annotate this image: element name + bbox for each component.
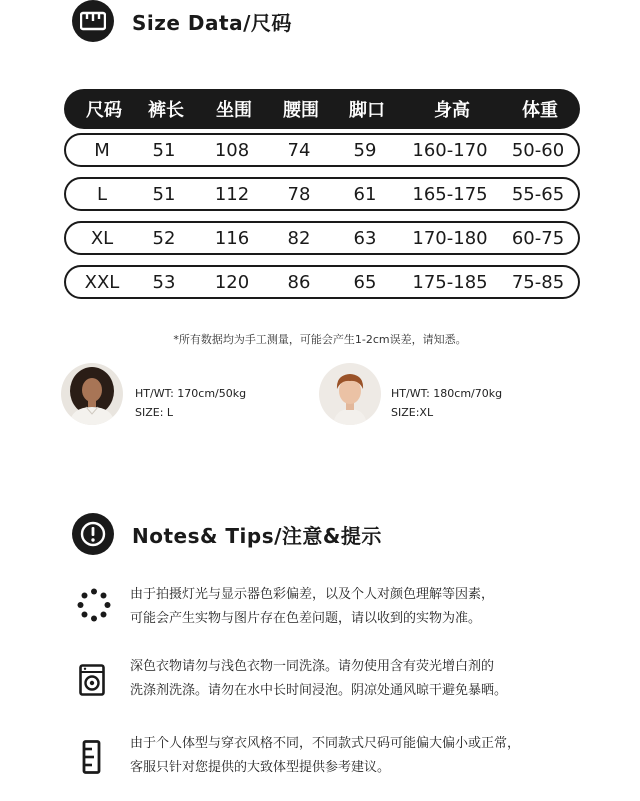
notes-tips-title: Notes& Tips/注意&提示 xyxy=(132,523,382,548)
row-waist: 74 xyxy=(287,139,311,161)
size-table-header xyxy=(64,89,580,129)
model-ht-wt: HT/WT: 170cm/50kg xyxy=(135,387,247,400)
tip-line: 由于拍摄灯光与显示器色彩偏差，以及个人对颜色理解等因素， xyxy=(130,587,495,602)
exclamation-icon xyxy=(72,513,114,555)
row-size: L xyxy=(96,183,108,205)
notes-tips-header xyxy=(72,513,382,555)
tip-washing-note xyxy=(130,655,507,703)
header-size: 尺码 xyxy=(86,100,122,121)
row-hip: 112 xyxy=(214,183,250,205)
row-height: 170-180 xyxy=(412,227,488,249)
tip-line: 由于个人体型与穿衣风格不同，不同款式尺码可能偏大偏小或正常， xyxy=(130,736,521,751)
measurement-footnote: *所有数据均为手工测量，可能会产生1-2cm误差，请知悉。 xyxy=(173,333,467,346)
model-photo-female xyxy=(61,363,123,425)
row-leg-opening: 59 xyxy=(353,139,377,161)
model-info-male xyxy=(391,384,502,422)
row-height: 165-175 xyxy=(412,183,488,205)
row-leg-opening: 63 xyxy=(353,227,377,249)
header-pants-length: 裤长 xyxy=(148,100,184,121)
row-size: XL xyxy=(90,227,114,249)
tip-size-note xyxy=(130,732,520,780)
header-leg-opening: 脚口 xyxy=(349,100,385,121)
model-ht-wt: HT/WT: 180cm/70kg xyxy=(391,387,503,400)
ruler-icon xyxy=(82,740,102,778)
size-row-l xyxy=(64,177,580,211)
tip-line: 客服只针对您提供的大致体型提供参考建议。 xyxy=(130,760,391,775)
model-size: SIZE:XL xyxy=(391,406,434,419)
header-waist: 腰围 xyxy=(283,100,319,121)
size-row-m xyxy=(64,133,580,167)
row-waist: 82 xyxy=(287,227,311,249)
row-waist: 86 xyxy=(287,271,311,293)
row-height: 160-170 xyxy=(412,139,488,161)
model-info-female xyxy=(135,384,246,422)
row-size: XXL xyxy=(84,271,120,293)
size-data-header xyxy=(72,0,292,42)
row-hip: 108 xyxy=(214,139,250,161)
tip-color-note xyxy=(130,583,494,631)
row-weight: 55-65 xyxy=(511,183,565,205)
row-weight: 50-60 xyxy=(511,139,565,161)
header-height: 身高 xyxy=(434,100,470,121)
size-row-xl xyxy=(64,221,580,255)
row-weight: 75-85 xyxy=(511,271,565,293)
header-hip: 坐围 xyxy=(216,100,252,121)
tip-line: 可能会产生实物与图片存在色差问题，请以收到的实物为准。 xyxy=(130,611,482,626)
size-data-title: Size Data/尺码 xyxy=(132,10,292,35)
tip-line: 洗涤剂洗涤。请勿在水中长时间浸泡。阴凉处通风晾干避免暴晒。 xyxy=(130,683,508,698)
dotted-circle-icon xyxy=(77,588,111,626)
tip-line: 深色衣物请勿与浅色衣物一同洗涤。请勿使用含有荧光增白剂的 xyxy=(130,659,495,674)
row-weight: 60-75 xyxy=(511,227,565,249)
row-pants-length: 51 xyxy=(152,139,176,161)
model-size: SIZE: L xyxy=(135,406,174,419)
washing-machine-icon xyxy=(79,664,105,700)
size-row-xxl xyxy=(64,265,580,299)
row-pants-length: 52 xyxy=(152,227,176,249)
row-hip: 120 xyxy=(214,271,250,293)
ruler-icon xyxy=(72,0,114,42)
row-leg-opening: 65 xyxy=(353,271,377,293)
row-height: 175-185 xyxy=(412,271,488,293)
row-leg-opening: 61 xyxy=(353,183,377,205)
model-photo-male xyxy=(319,363,381,425)
row-hip: 116 xyxy=(214,227,250,249)
row-pants-length: 51 xyxy=(152,183,176,205)
row-pants-length: 53 xyxy=(152,271,176,293)
header-weight: 体重 xyxy=(522,100,558,121)
row-size: M xyxy=(94,139,110,161)
row-waist: 78 xyxy=(287,183,311,205)
